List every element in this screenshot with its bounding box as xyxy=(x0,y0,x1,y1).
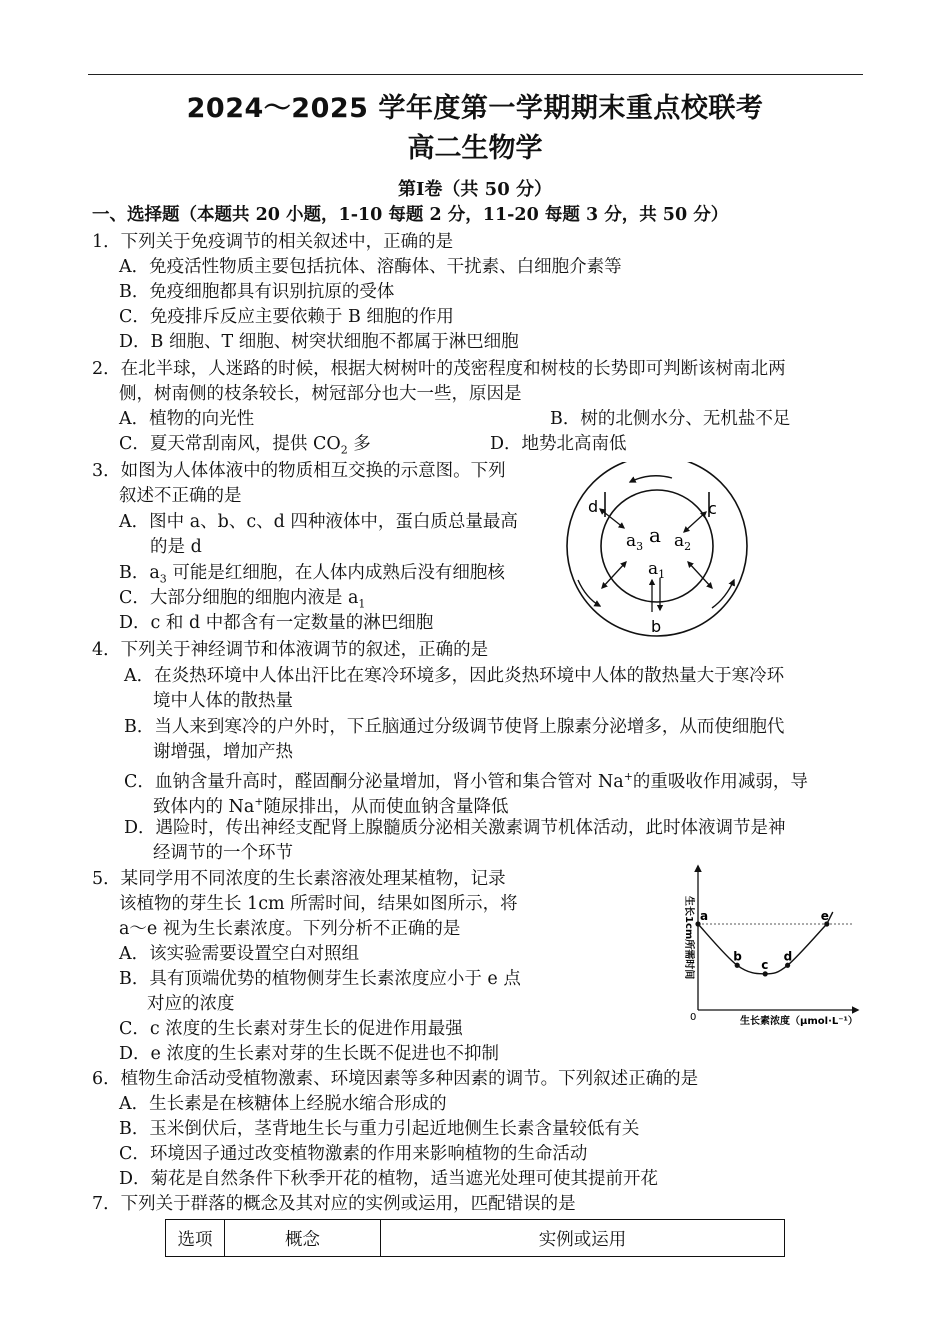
q4-option-b-line1: B．当人来到寒冷的户外时，下丘脑通过分级调节使肾上腺素分泌增多，从而使细胞代 xyxy=(124,717,785,737)
q1-option-b: B．免疫细胞都具有识别抗原的受体 xyxy=(119,282,395,302)
flow-arrow-bottom-right xyxy=(712,580,734,608)
point-label-a: a xyxy=(700,909,709,923)
point-c xyxy=(763,971,768,976)
q4-stem: 4．下列关于神经调节和体液调节的叙述，正确的是 xyxy=(92,640,489,660)
q5-option-b-line1: B．具有顶端优势的植物侧芽生长素浓度应小于 e 点 xyxy=(119,969,521,989)
point-label-e: e xyxy=(820,909,829,923)
top-rule xyxy=(88,74,863,75)
point-label-c: c xyxy=(761,957,769,972)
q2-option-a: A．植物的向光性 xyxy=(119,409,255,429)
flow-arrow-bottom-left xyxy=(578,580,600,606)
header-option: 选项 xyxy=(166,1220,225,1257)
flow-arrow-top xyxy=(630,476,672,482)
label-a3: $a_3$ xyxy=(626,531,644,553)
q1-option-c: C．免疫排斥反应主要依赖于 B 细胞的作用 xyxy=(119,307,454,327)
body-fluid-diagram xyxy=(560,462,755,637)
point-label-b: b xyxy=(733,949,742,964)
q6-option-c: C．环境因子通过改变植物激素的作用来影响植物的生命活动 xyxy=(119,1144,588,1164)
q6-option-a: A．生长素是在核糖体上经脱水缩合形成的 xyxy=(119,1094,447,1114)
exchange-arrow-lower-left xyxy=(602,562,626,588)
q5-stem-line1: 5．某同学用不同浓度的生长素溶液处理某植物，记录 xyxy=(92,869,506,889)
q4-option-a-line2: 境中人体的散热量 xyxy=(153,691,293,711)
exchange-arrow-lower-right xyxy=(688,562,712,588)
q3-option-a-line1: A．图中 a、b、c、d 四种液体中，蛋白质总量最高 xyxy=(119,512,518,532)
header-concept: 概念 xyxy=(225,1220,381,1257)
q6-option-d: D．菊花是自然条件下秋季开花的植物，适当遮光处理可使其提前开花 xyxy=(119,1169,659,1189)
q7-table xyxy=(165,1219,785,1257)
q5-option-b-line2: 对应的浓度 xyxy=(147,994,235,1014)
q4-option-c-line1: C．血钠含量升高时，醛固酮分泌量增加，肾小管和集合管对 Na+的重吸收作用减弱，导 xyxy=(124,770,808,792)
q2-stem-line1: 2．在北半球，人迷路的时候，根据大树树叶的茂密程度和树枝的长势即可判断该树南北两 xyxy=(92,359,786,379)
q5-option-c: C．c 浓度的生长素对芽生长的促进作用最强 xyxy=(119,1019,463,1039)
q1-option-a: A．免疫活性物质主要包括抗体、溶酶体、干扰素、白细胞介素等 xyxy=(119,257,622,277)
label-a1: $a_1$ xyxy=(648,559,666,581)
label-a: a xyxy=(649,523,661,547)
q4-option-a-line1: A．在炎热环境中人体出汗比在寒冷环境多，因此炎热环境中人体的散热量大于寒冷环 xyxy=(124,666,785,686)
q5-stem-line2: 该植物的芽生长 1cm 所需时间，结果如图所示，将 xyxy=(119,894,518,914)
subject-title: 高二生物学 xyxy=(407,133,543,164)
label-d: d xyxy=(588,497,599,516)
label-b: b xyxy=(651,617,662,636)
q2-stem-line2: 侧，树南侧的枝条较长，树冠部分也大一些，原因是 xyxy=(119,384,522,404)
exchange-arrow-c-a2 xyxy=(684,512,706,532)
y-axis-label: 生长1cm所需时间 xyxy=(683,896,694,980)
section-heading: 一、选择题（本题共 20 小题，1-10 每题 2 分，11-20 每题 3 分，共 50 分） xyxy=(92,205,729,225)
q4-option-d-line1: D．遇险时，传出神经支配肾上腺髓质分泌相关激素调节机体活动，此时体液调节是神 xyxy=(124,818,786,838)
origin-label: 0 xyxy=(690,1012,697,1023)
exam-title: 2024～2025 学年度第一学期期末重点校联考 xyxy=(186,93,764,124)
q4-option-c-line2: 致体内的 Na+随尿排出，从而使血钠含量降低 xyxy=(153,795,509,817)
outer-ring xyxy=(567,462,747,636)
q4-option-b-line2: 谢增强，增加产热 xyxy=(153,742,293,762)
q6-option-b: B．玉米倒伏后，茎背地生长与重力引起近地侧生长素含量较低有关 xyxy=(119,1119,640,1139)
q1-stem: 1．下列关于免疫调节的相关叙述中，正确的是 xyxy=(92,232,454,252)
q5-option-d: D．e 浓度的生长素对芽的生长既不促进也不抑制 xyxy=(119,1044,499,1064)
q1-option-d: D．B 细胞、T 细胞、树突状细胞不都属于淋巴细胞 xyxy=(119,332,519,352)
header-example: 实例或运用 xyxy=(381,1220,785,1257)
x-axis-label: 生长素浓度（μmol·L⁻¹） xyxy=(740,1016,858,1027)
volume-heading: 第Ⅰ卷（共 50 分） xyxy=(397,179,552,200)
q7-stem: 7．下列关于群落的概念及其对应的实例或运用，匹配错误的是 xyxy=(92,1194,576,1214)
q2-option-d: D．地势北高南低 xyxy=(490,434,627,454)
q6-stem: 6．植物生命活动受植物激素、环境因素等多种因素的调节。下列叙述正确的是 xyxy=(92,1069,699,1089)
q3-option-b: B．$a_3$ 可能是红细胞，在人体内成熟后没有细胞核 xyxy=(119,563,505,586)
q5-stem-line3: a～e 视为生长素浓度。下列分析不正确的是 xyxy=(119,919,461,939)
q5-option-a: A．该实验需要设置空白对照组 xyxy=(119,944,360,964)
q3-option-d: D．c 和 d 中都含有一定数量的淋巴细胞 xyxy=(119,613,434,633)
q2-option-b: B．树的北侧水分、无机盐不足 xyxy=(550,409,791,429)
q3-stem-line2: 叙述不正确的是 xyxy=(119,486,242,506)
q4-option-d-line2: 经调节的一个环节 xyxy=(153,843,293,863)
table-header-row xyxy=(166,1220,785,1257)
point-label-d: d xyxy=(783,949,793,964)
label-a2: $a_2$ xyxy=(674,531,692,553)
label-c: c xyxy=(708,499,717,518)
q3-option-a-line2: 的是 d xyxy=(150,537,202,557)
q3-stem-line1: 3．如图为人体体液中的物质相互交换的示意图。下列 xyxy=(92,461,506,481)
q3-option-c: C．大部分细胞的细胞内液是 $a_1$ xyxy=(119,588,366,611)
auxin-growth-chart xyxy=(672,860,862,1030)
q2-option-c: C．夏天常刮南风，提供 $CO_2$ 多 xyxy=(119,434,371,457)
point-b xyxy=(735,963,740,968)
point-d xyxy=(785,963,790,968)
